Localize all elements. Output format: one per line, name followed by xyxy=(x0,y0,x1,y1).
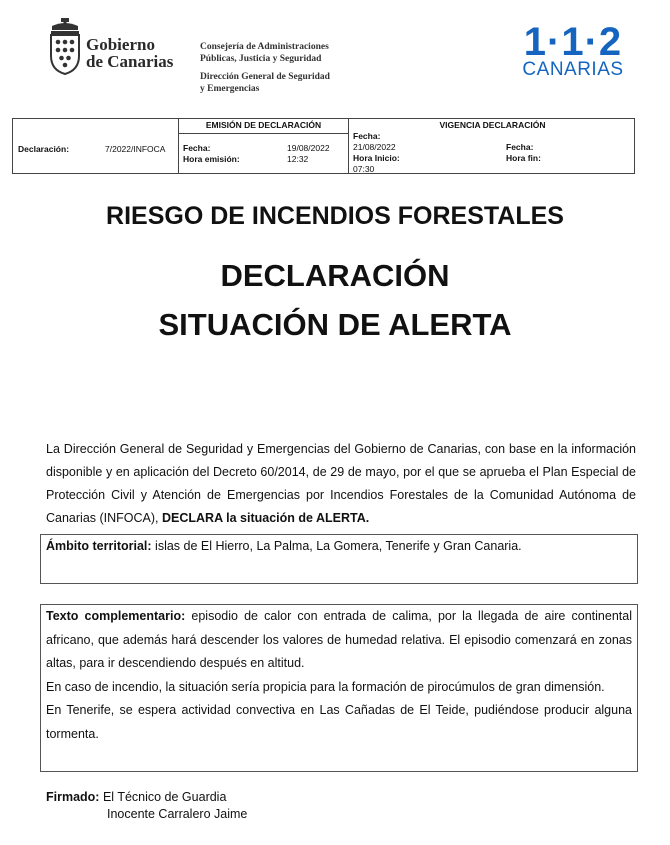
firmado-block xyxy=(46,789,247,823)
complementario-text3: En Tenerife, se espera actividad convectiva en Las Cañadas de El Teide, pudiéndose producir alguna tormenta. xyxy=(46,703,632,741)
consejeria-line: Públicas, Justicia y Seguridad xyxy=(200,54,322,64)
complementario-text2: En caso de incendio, la situación sería propicia para la formación de pirocúmulos de gran dimensión. xyxy=(46,679,605,694)
declaracion-label: Declaración: xyxy=(18,144,70,154)
firmado-label: Firmado: xyxy=(46,790,100,804)
gobierno-line1: Gobierno xyxy=(86,35,155,54)
emision-fecha-value: 19/08/2022 xyxy=(287,143,330,153)
complementario-label: Texto complementario: xyxy=(46,609,186,623)
gobierno-canarias-logo xyxy=(48,18,188,78)
coat-of-arms-icon xyxy=(48,18,82,76)
vigencia-hora-inicio-value: 07:30 xyxy=(353,164,375,174)
complementario-box xyxy=(40,604,638,772)
declaration-table xyxy=(12,118,635,174)
direccion-line: Dirección General de Seguridad xyxy=(200,72,330,82)
emision-fecha-label: Fecha: xyxy=(183,143,211,153)
gobierno-line2: de Canarias xyxy=(86,52,174,71)
logo-112-number: 1·1·2 xyxy=(523,20,623,64)
vigencia-hora-inicio-label: Hora Inicio: xyxy=(353,153,400,163)
vigencia-cell xyxy=(349,119,636,173)
vigencia-header: VIGENCIA DECLARACIÓN xyxy=(439,120,546,130)
firmado-line1: El Técnico de Guardia xyxy=(99,790,227,804)
title-situacion: SITUACIÓN DE ALERTA xyxy=(158,307,512,342)
consejeria-line: Consejería de Administraciones xyxy=(200,42,329,52)
intro-paragraph xyxy=(46,438,636,530)
emision-hora-value: 12:32 xyxy=(287,154,309,164)
ambito-label: Ámbito territorial: xyxy=(46,539,152,553)
intro-bold-text: DECLARA la situación de ALERTA. xyxy=(162,511,370,525)
consejeria-block xyxy=(200,41,370,95)
declaracion-cell xyxy=(13,119,179,173)
direccion-line: y Emergencias xyxy=(200,84,260,94)
logo-112-sub: CANARIAS xyxy=(522,59,624,80)
logo-112-canarias xyxy=(518,22,628,86)
title-riesgo: RIESGO DE INCENDIOS FORESTALES xyxy=(106,202,564,230)
intro-text: La Dirección General de Seguridad y Emergencias del Gobierno de Canarias, con base en la información disponible y en aplicación del Decreto 60/2014, de 29 de mayo, por el que se aprueba el Plan Especial de Protección Civil y Atención de Emergencias por Incendios Forestales de la Comunidad Autónoma de Canarias (INFOCA), xyxy=(46,442,636,525)
vigencia-fecha2-label: Fecha: xyxy=(506,142,534,152)
emision-header: EMISIÓN DE DECLARACIÓN xyxy=(179,119,348,134)
vigencia-fecha-label: Fecha: xyxy=(353,131,381,141)
title-declaracion: DECLARACIÓN xyxy=(220,258,450,293)
gobierno-name xyxy=(86,36,173,70)
vigencia-hora-fin-label: Hora fin: xyxy=(506,153,541,163)
firmado-line2: Inocente Carralero Jaime xyxy=(107,807,248,821)
declaracion-value: 7/2022/INFOCA xyxy=(105,144,166,154)
emision-cell xyxy=(179,119,349,173)
ambito-box xyxy=(40,534,638,584)
emision-hora-label: Hora emisión: xyxy=(183,154,240,164)
vigencia-fecha-value: 21/08/2022 xyxy=(353,142,396,152)
complementario-text1: episodio de calor con entrada de calima, por la llegada de aire continental africano, que además hará descender los valores de humedad relativa. El episodio comenzará en zonas altas, para ir descendiendo después en altitud. xyxy=(46,609,632,670)
ambito-text: islas de El Hierro, La Palma, La Gomera, Tenerife y Gran Canaria. xyxy=(151,539,522,553)
